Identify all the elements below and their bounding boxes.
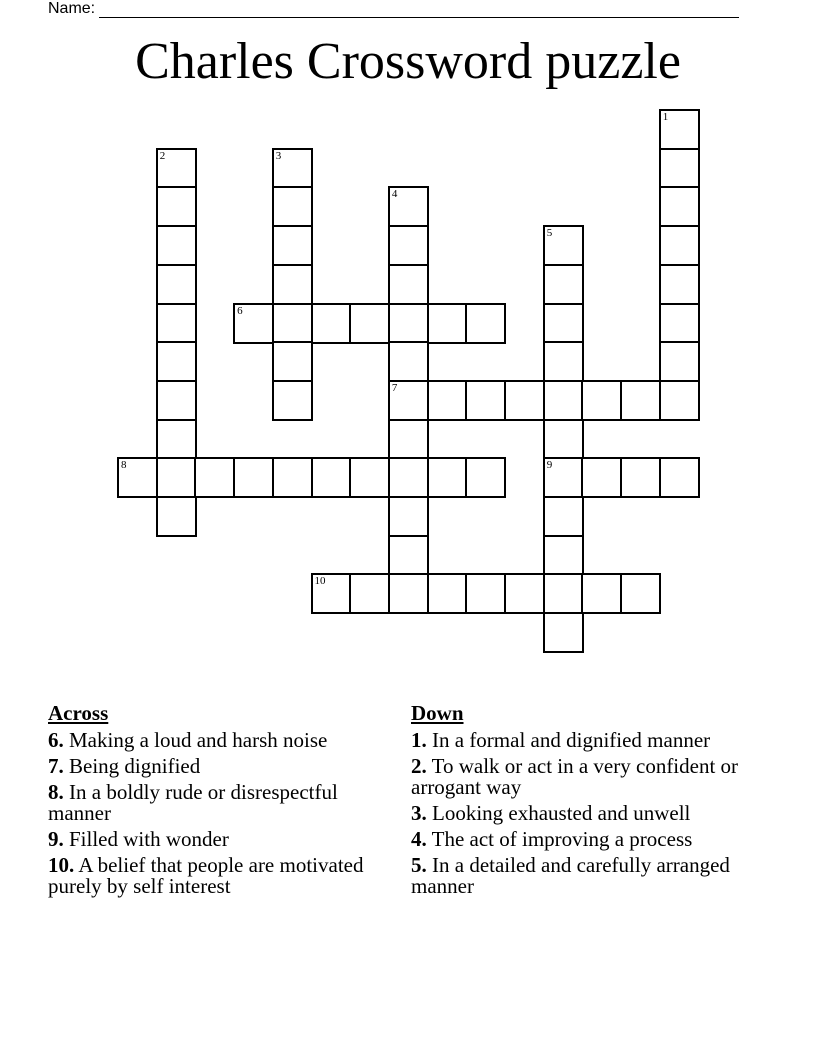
- grid-cell[interactable]: [465, 457, 506, 498]
- clue-number: 5.: [411, 853, 427, 877]
- clue-down-5: [411, 855, 756, 897]
- clue-across-7: [48, 756, 388, 777]
- grid-cell[interactable]: [156, 186, 197, 227]
- grid-cell[interactable]: [156, 264, 197, 305]
- grid-cell[interactable]: [272, 148, 313, 189]
- grid-cell[interactable]: [388, 380, 429, 421]
- grid-cell[interactable]: [388, 573, 429, 614]
- clue-down-3: [411, 803, 756, 824]
- cell-number: 2: [159, 149, 166, 162]
- grid-cell[interactable]: [349, 303, 390, 344]
- grid-cell[interactable]: [194, 457, 235, 498]
- grid-cell[interactable]: [465, 573, 506, 614]
- clue-number: 10.: [48, 853, 75, 877]
- grid-cell[interactable]: [388, 496, 429, 537]
- clue-number: 1.: [411, 728, 427, 752]
- cell-number: 10: [314, 575, 326, 588]
- clue-text: Being dignified: [69, 754, 201, 778]
- cell-number: 4: [391, 188, 398, 201]
- grid-cell[interactable]: [272, 341, 313, 382]
- clue-text: Looking exhausted and unwell: [432, 801, 691, 825]
- clue-number: 4.: [411, 827, 427, 851]
- grid-cell[interactable]: [156, 225, 197, 266]
- grid-cell[interactable]: [388, 225, 429, 266]
- grid-cell[interactable]: [427, 303, 468, 344]
- grid-cell[interactable]: [388, 457, 429, 498]
- grid-cell[interactable]: [311, 457, 352, 498]
- cell-number: 7: [391, 381, 398, 394]
- grid-cell[interactable]: [272, 303, 313, 344]
- across-clues: [48, 702, 388, 902]
- grid-cell[interactable]: [543, 496, 584, 537]
- grid-cell[interactable]: [543, 419, 584, 460]
- grid-cell[interactable]: [388, 264, 429, 305]
- cell-number: 8: [121, 459, 127, 472]
- grid-cell[interactable]: [388, 419, 429, 460]
- name-label: Name:: [48, 0, 96, 17]
- clue-text: To walk or act in a very confident or arrogant way: [411, 754, 739, 799]
- down-heading: Down: [411, 701, 464, 725]
- grid-cell[interactable]: [117, 457, 158, 498]
- grid-cell[interactable]: [427, 457, 468, 498]
- grid-cell[interactable]: [388, 303, 429, 344]
- grid-cell[interactable]: [156, 148, 197, 189]
- grid-cell[interactable]: [504, 380, 545, 421]
- grid-cell[interactable]: [543, 457, 584, 498]
- grid-cell[interactable]: [620, 573, 661, 614]
- clue-number: 7.: [48, 754, 64, 778]
- grid-cell[interactable]: [620, 457, 661, 498]
- cell-number: 6: [237, 304, 243, 317]
- clue-text: Making a loud and harsh noise: [69, 728, 328, 752]
- clue-down-4: [411, 829, 756, 850]
- grid-cell[interactable]: [388, 535, 429, 576]
- grid-cell[interactable]: [581, 573, 622, 614]
- grid-cell[interactable]: [543, 380, 584, 421]
- grid-cell[interactable]: [272, 380, 313, 421]
- clue-number: 6.: [48, 728, 64, 752]
- clue-down-1: [411, 730, 756, 751]
- clue-text: Filled with wonder: [69, 827, 229, 851]
- cell-number: 9: [546, 459, 553, 472]
- grid-cell[interactable]: [427, 573, 468, 614]
- grid-cell[interactable]: [233, 303, 274, 344]
- grid-cell[interactable]: [156, 419, 197, 460]
- grid-cell[interactable]: [581, 380, 622, 421]
- grid-cell[interactable]: [272, 457, 313, 498]
- grid-cell[interactable]: [272, 225, 313, 266]
- grid-cell[interactable]: [543, 341, 584, 382]
- clue-across-9: [48, 829, 388, 850]
- clue-number: 2.: [411, 754, 427, 778]
- across-heading: Across: [48, 701, 109, 725]
- clue-across-8: [48, 782, 388, 824]
- grid-cell[interactable]: [388, 186, 429, 227]
- grid-cell[interactable]: [659, 341, 700, 382]
- clue-number: 9.: [48, 827, 64, 851]
- grid-cell[interactable]: [311, 303, 352, 344]
- grid-cell[interactable]: [543, 612, 584, 653]
- grid-cell[interactable]: [543, 225, 584, 266]
- grid-cell[interactable]: [272, 186, 313, 227]
- grid-cell[interactable]: [465, 303, 506, 344]
- grid-cell[interactable]: [349, 573, 390, 614]
- grid-cell[interactable]: [543, 573, 584, 614]
- grid-cell[interactable]: [427, 380, 468, 421]
- grid-cell[interactable]: [543, 535, 584, 576]
- cell-number: 5: [546, 227, 553, 240]
- clue-text: The act of improving a process: [431, 827, 693, 851]
- grid-cell[interactable]: [620, 380, 661, 421]
- grid-cell[interactable]: [659, 264, 700, 305]
- grid-cell[interactable]: [156, 303, 197, 344]
- clue-number: 3.: [411, 801, 427, 825]
- clue-text: A belief that people are motivated purely by self interest: [48, 853, 364, 898]
- cell-number: 3: [275, 149, 282, 162]
- grid-cell[interactable]: [388, 341, 429, 382]
- grid-cell[interactable]: [311, 573, 352, 614]
- clue-across-10: [48, 855, 388, 897]
- grid-cell[interactable]: [156, 457, 197, 498]
- grid-cell[interactable]: [659, 303, 700, 344]
- grid-cell[interactable]: [543, 264, 584, 305]
- grid-cell[interactable]: [543, 303, 584, 344]
- grid-cell[interactable]: [156, 341, 197, 382]
- grid-cell[interactable]: [581, 457, 622, 498]
- grid-cell[interactable]: [659, 225, 700, 266]
- grid-cell[interactable]: [465, 380, 506, 421]
- grid-cell[interactable]: [156, 380, 197, 421]
- cell-number: 1: [662, 111, 669, 123]
- grid-cell[interactable]: [659, 380, 700, 421]
- clue-text: In a detailed and carefully arranged manner: [411, 853, 730, 898]
- clue-text: In a boldly rude or disrespectful manner: [48, 780, 338, 825]
- grid-cell[interactable]: [659, 109, 700, 150]
- clue-text: In a formal and dignified manner: [432, 728, 711, 752]
- page-title: Charles Crossword puzzle: [135, 33, 681, 90]
- clue-number: 8.: [48, 780, 64, 804]
- down-clues: [411, 702, 756, 902]
- grid-cell[interactable]: [156, 496, 197, 537]
- clue-across-6: [48, 730, 388, 751]
- grid-cell[interactable]: [233, 457, 274, 498]
- grid-cell[interactable]: [659, 457, 700, 498]
- grid-cell[interactable]: [659, 186, 700, 227]
- grid-cell[interactable]: [272, 264, 313, 305]
- clue-down-2: [411, 756, 756, 798]
- grid-cell[interactable]: [659, 148, 700, 189]
- grid-cell[interactable]: [504, 573, 545, 614]
- grid-cell[interactable]: [349, 457, 390, 498]
